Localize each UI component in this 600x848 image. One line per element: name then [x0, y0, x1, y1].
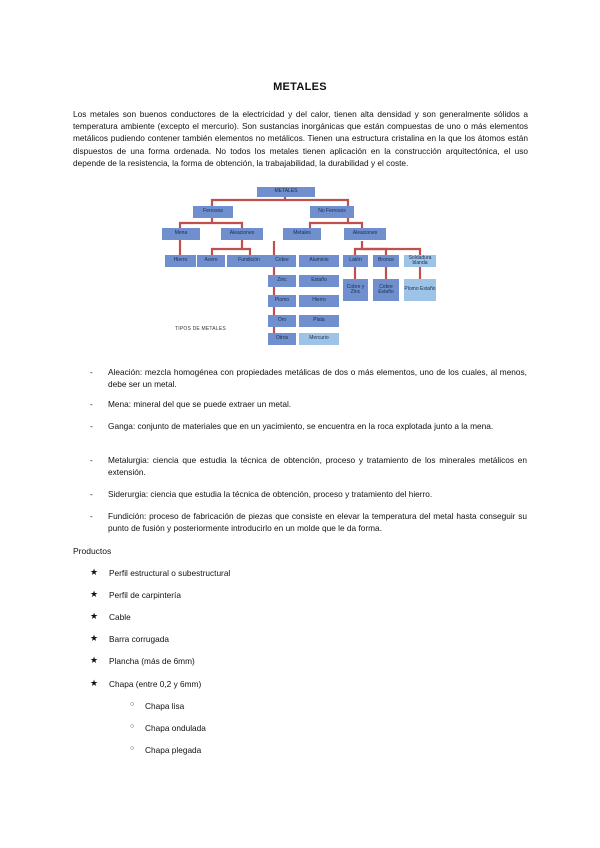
page-title: METALES — [273, 81, 327, 93]
diagram-box-laton: Latón — [343, 255, 368, 267]
diagram-box-mercurio: Mercurio — [299, 333, 339, 345]
star-icon: ★ — [90, 611, 99, 621]
dash-marker: - — [90, 421, 93, 431]
diagram-box-plata: Plata — [299, 315, 339, 327]
diagram-box-acero: Acero — [197, 255, 225, 267]
diagram-box-cobre-zinc: Cobre y Zinc — [343, 279, 368, 301]
diagram-box-aleaciones-ferrosos: Aleaciones — [221, 228, 263, 240]
product-label: Cable — [109, 612, 131, 622]
diagram-box-aleaciones-no-ferrosos: Aleaciones — [344, 228, 386, 240]
diagram-box-metales-nf: Metales — [283, 228, 321, 240]
diagram-box-zinc: Zinc — [268, 275, 296, 287]
diagram-box-mena: Mena — [162, 228, 200, 240]
diagram-box-bronce: Bronce — [373, 255, 399, 267]
circle-bullet-icon: ○ — [130, 701, 135, 708]
dash-marker: - — [90, 455, 93, 465]
diagram-box-estano: Estaño — [299, 275, 339, 287]
diagram-box-ferrosos: Ferrosos — [193, 206, 233, 218]
dash-marker: - — [90, 511, 93, 521]
star-icon: ★ — [90, 567, 99, 577]
definition-text: Fundición: proceso de fabricación de piezas que consiste en elevar la temperatura del metal hasta conseguir su punto de fusión y posteriormente introducirlo en un molde que le da forma. — [108, 511, 527, 533]
definition-text: Siderurgia: ciencia que estudia la técnica de obtención, proceso y tratamiento del hierro. — [108, 489, 433, 499]
diagram-caption: TIPOS DE METALES — [175, 326, 226, 332]
subproduct-label: Chapa ondulada — [145, 723, 206, 733]
product-label: Perfil de carpintería — [109, 590, 181, 600]
diagram-box-plomo-estano: Plomo Estaño — [404, 279, 436, 301]
diagram-box-fundicion: Fundición — [227, 255, 271, 267]
intro-paragraph: Los metales son buenos conductores de la electricidad y del calor, tienen alta densidad y son generalmente sólidos a temperatura ambiente (excepto el mercurio). Son sustancias inorgánicas que están compuestas de uno o más elementos metálicos pudiendo contener también elementos no metálicos. Tienen una estructura cristalina en la que los átomos están dispuestos de una forma ordenada. No todos los metales tienen aplicación en la construcción arquitectónica, el uso depende de la resistencia, la forma de obtención, la trabajabilidad, la durabilidad y el coste. — [73, 109, 528, 168]
diagram-box-plomo: Plomo — [268, 295, 296, 307]
definition-text: Ganga: conjunto de materiales que en un yacimiento, se encuentra en la roca explotada junto a la mena. — [108, 421, 494, 431]
diagram-box-no-ferrosos: No Ferrosos — [310, 206, 354, 218]
star-icon: ★ — [90, 633, 99, 643]
diagram-box-aluminio: Aluminio — [299, 255, 339, 267]
metals-diagram — [160, 183, 440, 343]
product-label: Barra corrugada — [109, 634, 169, 644]
star-icon: ★ — [90, 678, 99, 688]
diagram-box-cobre: Cobre — [268, 255, 296, 267]
subproduct-label: Chapa lisa — [145, 701, 185, 711]
subproduct-label: Chapa plegada — [145, 745, 202, 755]
product-label: Perfil estructural o subestructural — [109, 568, 231, 578]
diagram-box-otros: Otros — [268, 333, 296, 345]
diagram-box-cobre-estano: Cobre Estaño — [373, 279, 399, 301]
definition-text: Metalurgia: ciencia que estudia la técnica de obtención, proceso y tratamiento de los minerales metálicos en extensión. — [108, 455, 527, 477]
circle-bullet-icon: ○ — [130, 723, 135, 730]
star-icon: ★ — [90, 589, 99, 599]
products-heading: Productos — [73, 546, 112, 556]
product-label: Plancha (más de 6mm) — [109, 656, 195, 666]
diagram-box-soldadura-blanda: Soldadura blanda — [404, 255, 436, 267]
diagram-box-hierro: Hierro — [165, 255, 196, 267]
dash-marker: - — [90, 399, 93, 409]
diagram-box-hierro-nf: Hierro — [299, 295, 339, 307]
star-icon: ★ — [90, 655, 99, 665]
product-label: Chapa (entre 0,2 y 6mm) — [109, 679, 202, 689]
definition-text: Aleación: mezcla homogénea con propiedades metálicas de dos o más elementos, uno de los cuales, al menos, debe ser un metal. — [108, 367, 527, 389]
diagram-box-metales: METALES — [257, 187, 315, 197]
diagram-box-oro: Oro — [268, 315, 296, 327]
dash-marker: - — [90, 367, 93, 377]
dash-marker: - — [90, 489, 93, 499]
definition-text: Mena: mineral del que se puede extraer un metal. — [108, 399, 292, 409]
circle-bullet-icon: ○ — [130, 745, 135, 752]
